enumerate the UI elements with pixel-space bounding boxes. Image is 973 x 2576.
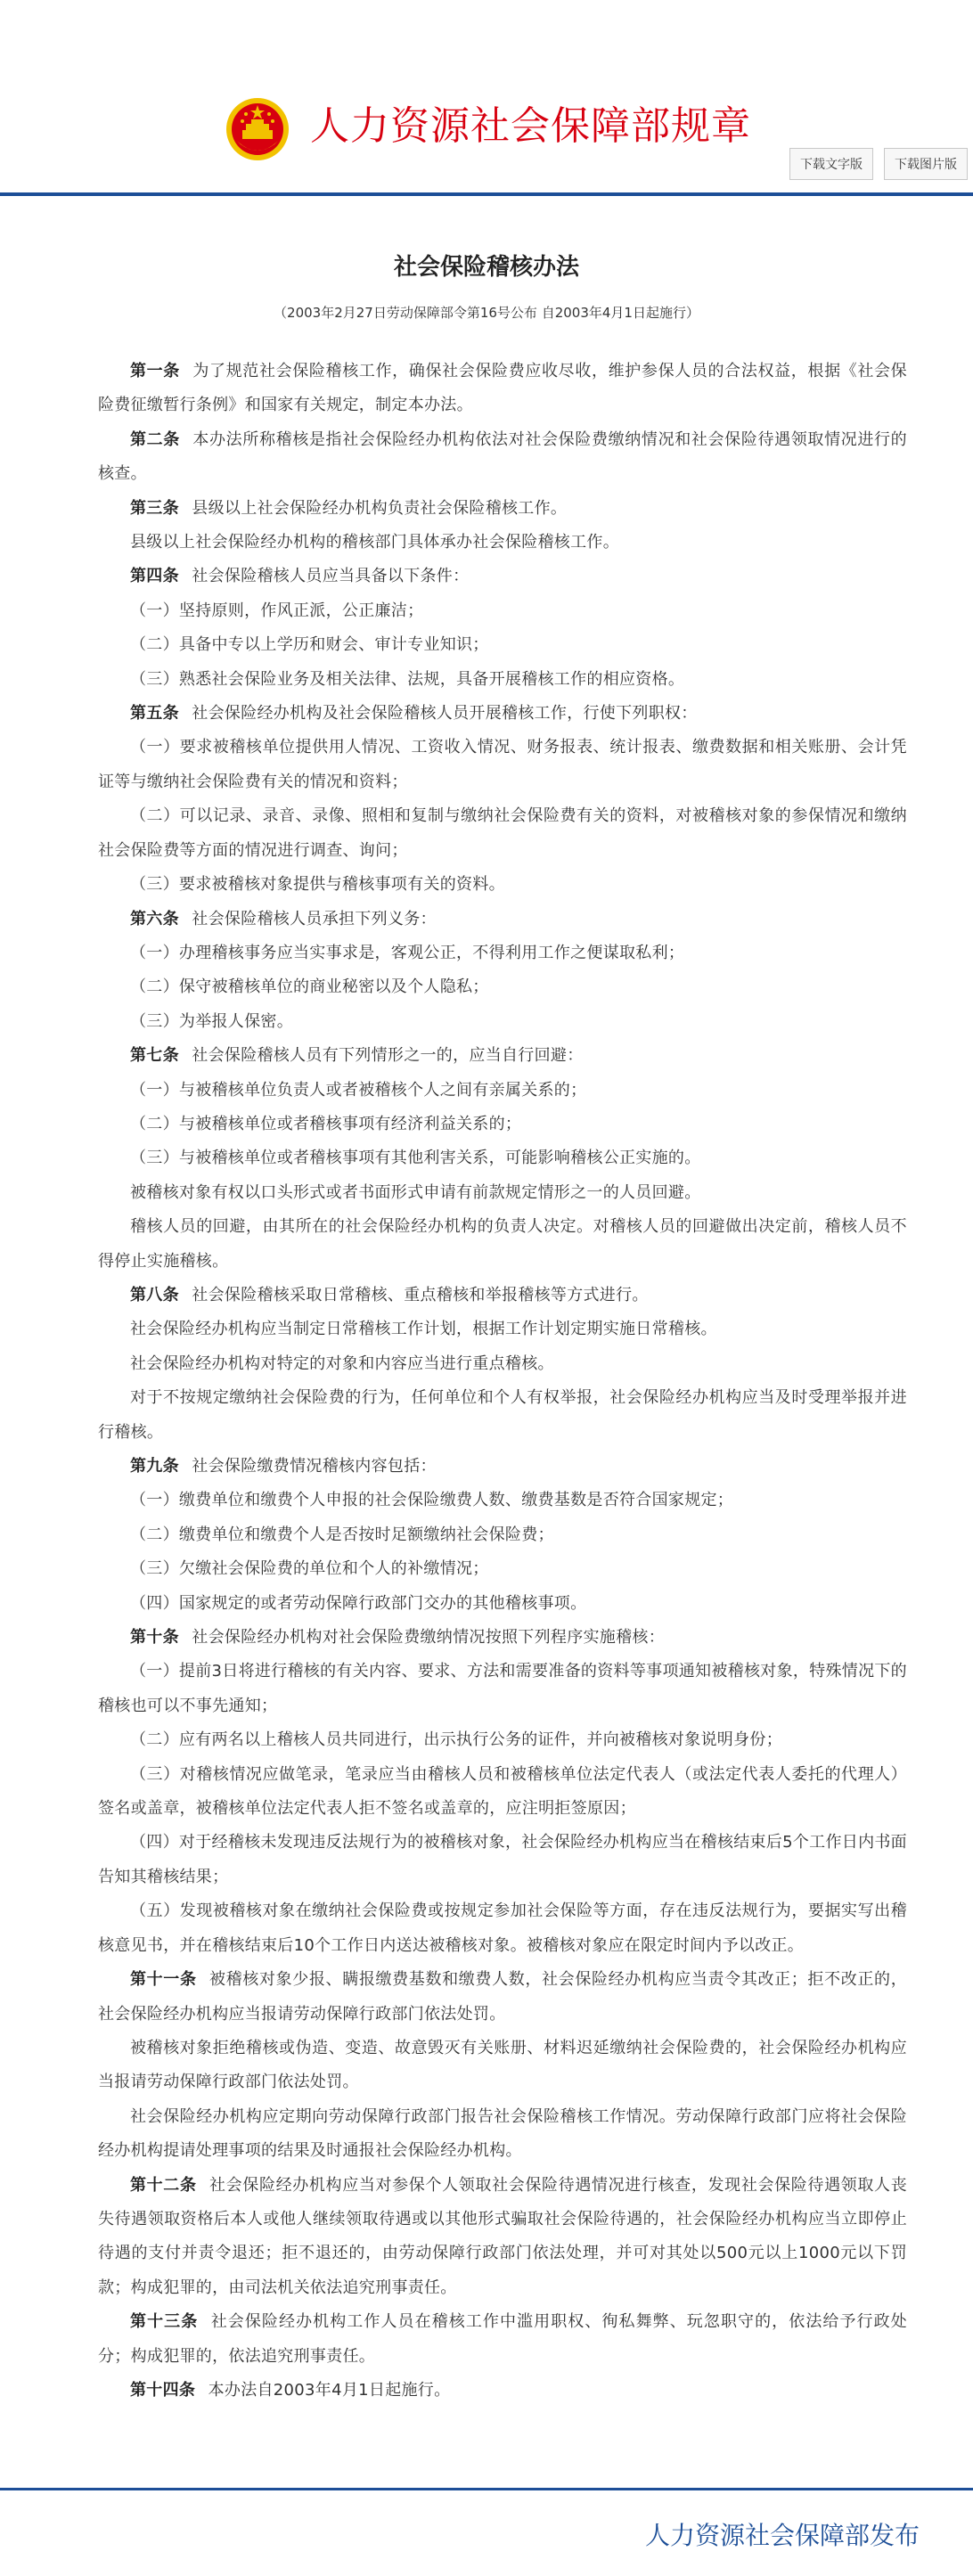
paragraph	[98, 1552, 907, 1586]
paragraph-text: 社会保险稽核人员承担下列义务：	[192, 909, 437, 928]
paragraph-text: （二）保守被稽核单位的商业秘密以及个人隐私；	[130, 977, 489, 997]
paragraph-text: 被稽核对象少报、瞒报缴费基数和缴费人数，社会保险经办机构应当责令其改正；拒不改正的，社会保险经办机构应当报请劳动保障行政部门依法处罚。	[98, 1970, 907, 2024]
paragraph	[98, 1587, 907, 1621]
paragraph-text: 社会保险稽核人员有下列情形之一的，应当自行回避：	[192, 1046, 584, 1066]
article-number: 第十条	[130, 1628, 179, 1648]
paragraph-text: 为了规范社会保险稽核工作，确保社会保险费应收尽收，维护参保人员的合法权益，根据《社会保险费征缴暂行条例》和国家有关规定，制定本办法。	[98, 362, 907, 415]
article-number: 第六条	[130, 909, 179, 928]
paragraph-text: 社会保险经办机构应定期向劳动保障行政部门报告社会保险稽核工作情况。劳动保障行政部门应将社会保险经办机构提请处理事项的结果及时通报社会保险经办机构。	[98, 2106, 907, 2161]
article-number: 第一条	[130, 362, 180, 380]
paragraph-text: 社会保险经办机构应当制定日常稽核工作计划，根据工作计划定期实施日常稽核。	[130, 1320, 717, 1339]
paragraph	[98, 1074, 907, 1108]
article-number: 第五条	[130, 704, 179, 724]
paragraph-text: （一）要求被稽核单位提供用人情况、工资收入情况、财务报表、统计报表、缴费数据和相关账册、会计凭证等与缴纳社会保险费有关的情况和资料；	[98, 738, 907, 791]
paragraph	[98, 526, 907, 560]
paragraph-text: （二）与被稽核单位或者稽核事项有经济利益关系的；	[130, 1114, 522, 1133]
article-number: 第七条	[130, 1046, 179, 1066]
paragraph-text: （三）对稽核情况应做笔录，笔录应当由稽核人员和被稽核单位法定代表人（或法定代表人委托的代理人）签名或盖章，被稽核单位法定代表人拒不签名或盖章的，应注明拒签原因；	[98, 1764, 907, 1819]
paragraph	[98, 1039, 907, 1073]
document-issuance-note: （2003年2月27日劳动保障部令第16号公布 自2003年4月1日起施行）	[274, 305, 699, 321]
article-number: 第十一条	[130, 1970, 197, 1990]
article-number: 第十三条	[130, 2312, 199, 2332]
paragraph-text: 被稽核对象拒绝稽核或伪造、变造、故意毁灭有关账册、材料迟延缴纳社会保险费的，社会保险经办机构应当报请劳动保障行政部门依法处罚。	[98, 2038, 907, 2092]
paragraph	[98, 697, 907, 731]
paragraph-text: 社会保险稽核人员应当具备以下条件：	[192, 567, 470, 586]
paragraph	[98, 1313, 907, 1346]
paragraph-text: 被稽核对象有权以口头形式或者书面形式申请有前款规定情形之一的人员回避。	[130, 1182, 701, 1202]
paragraph	[98, 1210, 907, 1279]
paragraph-text: （三）欠缴社会保险费的单位和个人的补缴情况；	[130, 1559, 489, 1579]
paragraph-text: 社会保险经办机构对社会保险费缴纳情况按照下列程序实施稽核：	[192, 1628, 665, 1648]
article-number: 第九条	[130, 1457, 179, 1476]
paragraph	[98, 1279, 907, 1313]
article-number: 第二条	[130, 429, 180, 449]
paragraph-text: 社会保险缴费情况稽核内容包括：	[192, 1457, 437, 1476]
paragraph	[98, 1450, 907, 1484]
paragraph-text: 稽核人员的回避，由其所在的社会保险经办机构的负责人决定。对稽核人员的回避做出决定前，稽核人员不得停止实施稽核。	[98, 1217, 907, 1271]
paragraph	[98, 731, 907, 799]
paragraph-text: （五）发现被稽核对象在缴纳社会保险费或按规定参加社会保险等方面，存在违反法规行为，要据实写出稽核意见书，并在稽核结束后10个工作日内送达被稽核对象。被稽核对象应在限定时间内予以改正。	[98, 1901, 907, 1955]
paragraph	[98, 1005, 907, 1039]
page-header	[0, 0, 973, 192]
article-number: 第八条	[130, 1285, 179, 1304]
paragraph	[98, 1621, 907, 1655]
publisher-footer: 人力资源社会保障部发布	[644, 2521, 920, 2550]
paragraph-text: （四）国家规定的或者劳动保障行政部门交办的其他稽核事项。	[130, 1593, 587, 1613]
paragraph	[98, 868, 907, 902]
paragraph-text: 本办法所称稽核是指社会保险经办机构依法对社会保险费缴纳情况和社会保险待遇领取情况进行的核查。	[98, 429, 907, 484]
paragraph	[98, 1176, 907, 1210]
paragraph	[98, 2374, 907, 2408]
paragraph	[98, 663, 907, 697]
paragraph-text: 社会保险经办机构工作人员在稽核工作中滥用职权、徇私舞弊、玩忽职守的，依法给予行政处分；构成犯罪的，依法追究刑事责任。	[98, 2312, 908, 2366]
paragraph	[98, 1826, 907, 1894]
paragraph-text: （一）坚持原则，作风正派，公正廉洁；	[130, 601, 424, 620]
paragraph-text: （二）可以记录、录音、录像、照相和复制与缴纳社会保险费有关的资料，对被稽核对象的参保情况和缴纳社会保险费等方面的情况进行调查、询问；	[98, 806, 907, 860]
paragraph-text: （一）提前3日将进行稽核的有关内容、要求、方法和需要准备的资料等事项通知被稽核对象，特殊情况下的稽核也可以不事先通知；	[98, 1662, 907, 1715]
paragraph	[98, 628, 907, 662]
article-number: 第十四条	[130, 2380, 196, 2400]
paragraph	[98, 1894, 907, 1963]
document-title: 社会保险稽核办法	[393, 254, 579, 281]
paragraph	[98, 1655, 907, 1723]
paragraph	[98, 936, 907, 970]
paragraph-text: 县级以上社会保险经办机构的稽核部门具体承办社会保险稽核工作。	[130, 533, 619, 552]
paragraph-text: （二）具备中专以上学历和财会、审计专业知识；	[130, 635, 489, 655]
paragraph	[98, 1963, 907, 2032]
paragraph	[98, 903, 907, 936]
paragraph	[98, 594, 907, 628]
paragraph	[98, 1108, 907, 1141]
paragraph	[98, 1347, 907, 1381]
paragraph-text: 社会保险经办机构应当对参保个人领取社会保险待遇情况进行核查，发现社会保险待遇领取人丧失待遇领取资格后本人或他人继续领取待遇或以其他形式骗取社会保险待遇的，社会保险经办机构应当立即停止待遇的支付并责令退还；拒不退还的，由劳动保障行政部门依法处理，并可对其处以500元以上1000元以下罚款；构成犯罪的，由司法机关依法追究刑事责任。	[98, 2175, 907, 2297]
paragraph	[98, 423, 907, 492]
paragraph	[98, 799, 907, 868]
article-number: 第三条	[130, 498, 179, 518]
paragraph-text: （四）对于经稽核未发现违反法规行为的被稽核对象，社会保险经办机构应当在稽核结束后5个工作日内书面告知其稽核结果；	[98, 1833, 907, 1886]
paragraph	[98, 2032, 907, 2100]
paragraph-text: （二）应有两名以上稽核人员共同进行，出示执行公务的证件，并向被稽核对象说明身份；	[130, 1730, 782, 1750]
paragraph	[98, 1381, 907, 1450]
article-number: 第十二条	[130, 2175, 197, 2195]
paragraph	[98, 1484, 907, 1517]
header-divider	[0, 192, 973, 196]
paragraph	[98, 1758, 907, 1827]
paragraph-text: （三）为举报人保密。	[130, 1011, 293, 1031]
paragraph	[98, 560, 907, 593]
paragraph	[98, 1518, 907, 1552]
paragraph	[98, 355, 907, 423]
paragraph-text: 社会保险经办机构对特定的对象和内容应当进行重点稽核。	[130, 1353, 554, 1373]
paragraph	[98, 492, 907, 526]
paragraph-text: 县级以上社会保险经办机构负责社会保险稽核工作。	[192, 498, 568, 518]
paragraph-text: （三）要求被稽核对象提供与稽核事项有关的资料。	[130, 875, 505, 895]
download-text-version-button[interactable]: 下载文字版	[789, 148, 873, 180]
paragraph-text: （一）办理稽核事务应当实事求是，客观公正，不得利用工作之便谋取私利；	[130, 943, 685, 962]
national-emblem-icon	[225, 96, 290, 162]
paragraph-text: （三）与被稽核单位或者稽核事项有其他利害关系，可能影响稽核公正实施的。	[130, 1149, 701, 1168]
article-number: 第四条	[130, 567, 179, 586]
paragraph-text: （二）缴费单位和缴费个人是否按时足额缴纳社会保险费；	[130, 1525, 554, 1544]
paragraph-text: 对于不按规定缴纳社会保险费的行为，任何单位和个人有权举报，社会保险经办机构应当及时受理举报并进行稽核。	[98, 1388, 907, 1442]
paragraph-text: （一）与被稽核单位负责人或者被稽核个人之间有亲属关系的；	[130, 1080, 587, 1100]
paragraph	[98, 970, 907, 1004]
download-image-version-button[interactable]: 下载图片版	[884, 148, 968, 180]
paragraph-text: （一）缴费单位和缴费个人申报的社会保险缴费人数、缴费基数是否符合国家规定；	[130, 1491, 734, 1510]
paragraph-text: （三）熟悉社会保险业务及相关法律、法规，具备开展稽核工作的相应资格。	[130, 669, 685, 689]
paragraph	[98, 1141, 907, 1175]
paragraph	[98, 2100, 907, 2169]
paragraph-text: 本办法自2003年4月1日起施行。	[208, 2380, 451, 2400]
document-body	[98, 355, 907, 2408]
paragraph	[98, 1723, 907, 1757]
paragraph-text: 社会保险经办机构及社会保险稽核人员开展稽核工作，行使下列职权：	[192, 704, 698, 724]
paragraph	[98, 2169, 907, 2306]
footer-divider	[0, 2488, 973, 2490]
paragraph	[98, 2305, 907, 2374]
site-title: 人力资源社会保障部规章	[310, 103, 751, 149]
paragraph-text: 社会保险稽核采取日常稽核、重点稽核和举报稽核等方式进行。	[192, 1285, 649, 1304]
